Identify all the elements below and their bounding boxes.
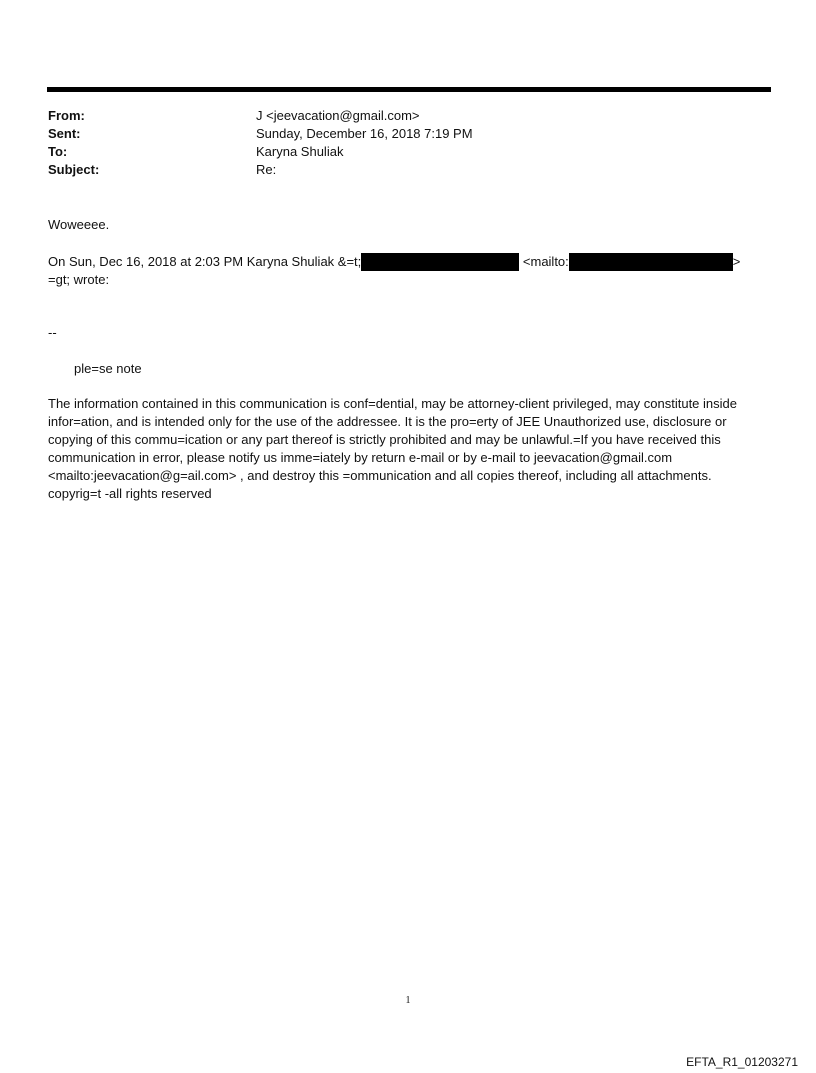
note-line: ple=se note (74, 361, 142, 376)
quote-end: =gt; wrote: (48, 272, 110, 287)
sent-label: Sent: (48, 126, 81, 141)
from-value: J <jeevacation@gmail.com> (256, 108, 420, 123)
from-label: From: (48, 108, 85, 123)
redaction-block (569, 253, 733, 271)
sent-value: Sunday, December 16, 2018 7:19 PM (256, 126, 473, 141)
quote-mailto: <mailto: (519, 254, 569, 269)
quote-line (48, 253, 740, 271)
signature-separator: -- (48, 325, 57, 340)
greeting: Woweeee. (48, 217, 110, 232)
to-value: Karyna Shuliak (256, 144, 344, 159)
document-id: EFTA_R1_01203271 (686, 1055, 798, 1069)
disclaimer-paragraph: The information contained in this communication is conf=dential, may be attorney-client privileged, may constitute inside infor=ation, and is intended only for the use of the addressee. It is the pro=erty of JEE Unauthorized use, disclosure or copying of this commu=ication or any part thereof is strictly prohibited and may be unlawful.=If you have received this communication in error, please notify us imme=iately by return e-mail or by e-mail to jeevacation@gmail.com <mailto:jeevacation@g=ail.com> , and destroy this =ommunication and all copies thereof, including all attachments. copyrig=t -all rights reserved (48, 396, 737, 501)
to-label: To: (48, 144, 68, 159)
subject-value: Re: (256, 162, 277, 177)
header-divider (47, 87, 771, 92)
quote-prefix: On Sun, Dec 16, 2018 at 2:03 PM Karyna Shuliak &=t; (48, 254, 362, 269)
quote-close: > (732, 254, 741, 269)
redaction-block (361, 253, 519, 271)
subject-label: Subject: (48, 162, 100, 177)
page-number: 1 (405, 995, 411, 1006)
